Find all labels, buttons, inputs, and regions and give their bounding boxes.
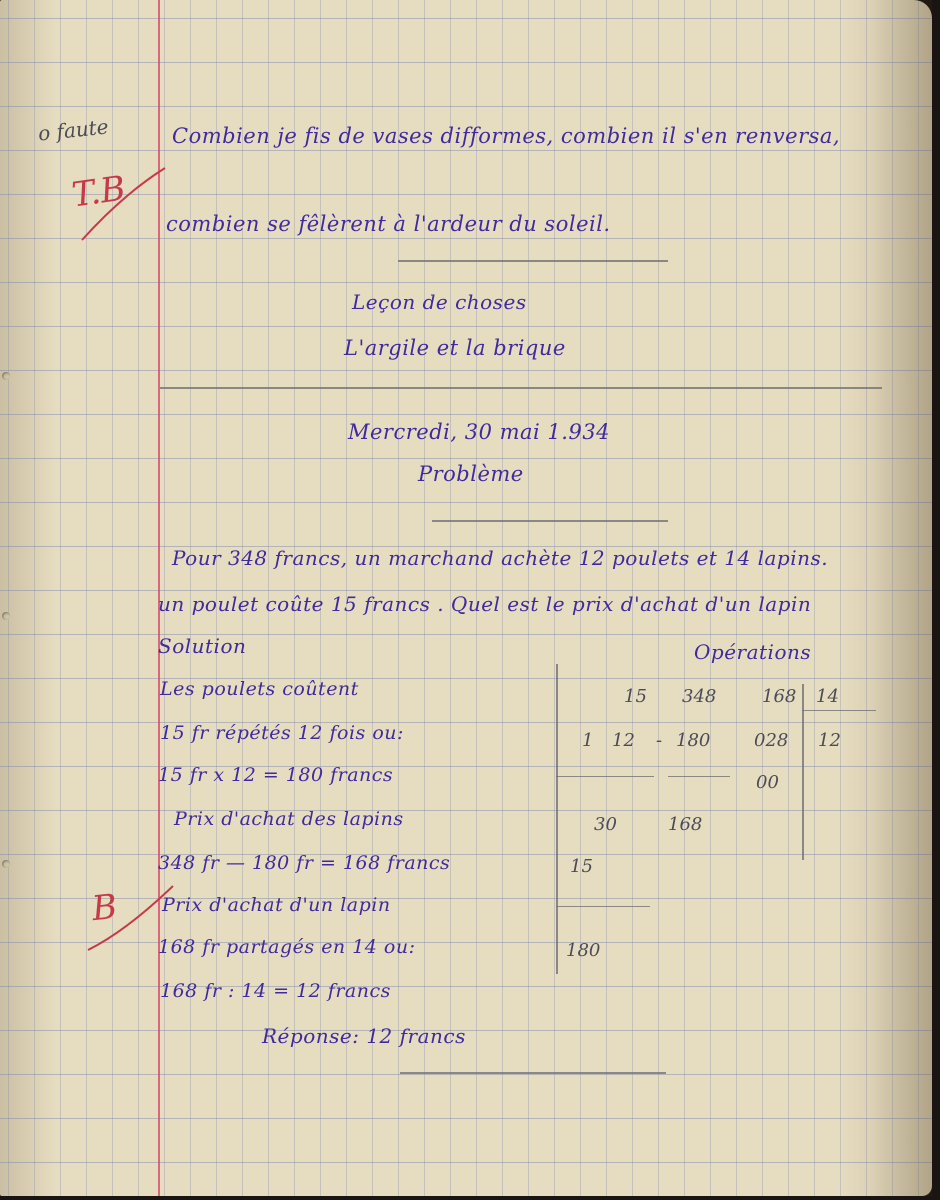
margin-grade-top: T.B xyxy=(69,168,129,216)
div-remainder-2: 00 xyxy=(756,772,779,793)
solution-line-3: 15 fr x 12 = 180 francs xyxy=(158,764,394,786)
operations-heading: Opérations xyxy=(694,640,812,664)
mult-factor: 12 xyxy=(612,730,635,751)
separator-4 xyxy=(400,1072,666,1074)
separator-1 xyxy=(398,260,668,262)
sub-top: 348 xyxy=(682,686,717,707)
sub-result: 168 xyxy=(668,814,703,835)
margin-grade-bottom: B xyxy=(89,886,120,930)
problem-heading: Problème xyxy=(418,462,524,486)
page-edge-shadow xyxy=(872,0,932,1196)
div-dividend: 168 xyxy=(762,686,797,707)
div-horizontal-bar xyxy=(802,710,876,711)
sub-minus: 180 xyxy=(676,730,711,751)
separator-2 xyxy=(160,387,882,389)
solution-line-6: Prix d'achat d'un lapin xyxy=(162,894,391,916)
sub-rule xyxy=(668,776,730,777)
sub-sign: - xyxy=(656,730,663,751)
answer-line: Réponse: 12 francs xyxy=(262,1024,466,1048)
solution-line-2: 15 fr répétés 12 fois ou: xyxy=(160,722,404,744)
red-checkmark-top xyxy=(70,160,170,250)
solution-heading: Solution xyxy=(158,634,247,658)
operations-divider xyxy=(556,664,558,974)
mult-carry: 1 xyxy=(582,730,594,751)
solution-line-7: 168 fr partagés en 14 ou: xyxy=(158,936,416,958)
div-quotient: 12 xyxy=(818,730,841,751)
mult-rule-2 xyxy=(556,906,650,907)
margin-note-faults: o faute xyxy=(36,114,110,146)
lesson-subtitle: L'argile et la brique xyxy=(344,336,566,360)
div-divisor: 14 xyxy=(816,686,839,707)
mult-result: 180 xyxy=(566,940,601,961)
solution-line-4: Prix d'achat des lapins xyxy=(174,808,404,830)
date-line: Mercredi, 30 mai 1.934 xyxy=(348,420,611,444)
problem-line-2: un poulet coûte 15 francs . Quel est le prix d'achat d'un lapin xyxy=(158,592,812,616)
lesson-title: Leçon de choses xyxy=(352,290,527,314)
separator-3 xyxy=(432,520,668,522)
problem-line-1: Pour 348 francs, un marchand achète 12 poulets et 14 lapins. xyxy=(172,546,829,570)
solution-line-5: 348 fr — 180 fr = 168 francs xyxy=(158,852,451,874)
mult-top: 15 xyxy=(624,686,647,707)
div-remainder-1: 028 xyxy=(754,730,789,751)
dictation-line-2: combien se fêlèrent à l'ardeur du soleil. xyxy=(166,212,611,236)
mult-partial-1: 30 xyxy=(594,814,617,835)
mult-rule-1 xyxy=(556,776,654,777)
solution-line-8: 168 fr : 14 = 12 francs xyxy=(160,980,391,1002)
solution-line-1: Les poulets coûtent xyxy=(160,678,359,700)
dictation-line-1: Combien je fis de vases difformes, combien il s'en renversa, xyxy=(172,124,841,148)
mult-partial-2: 15 xyxy=(570,856,593,877)
